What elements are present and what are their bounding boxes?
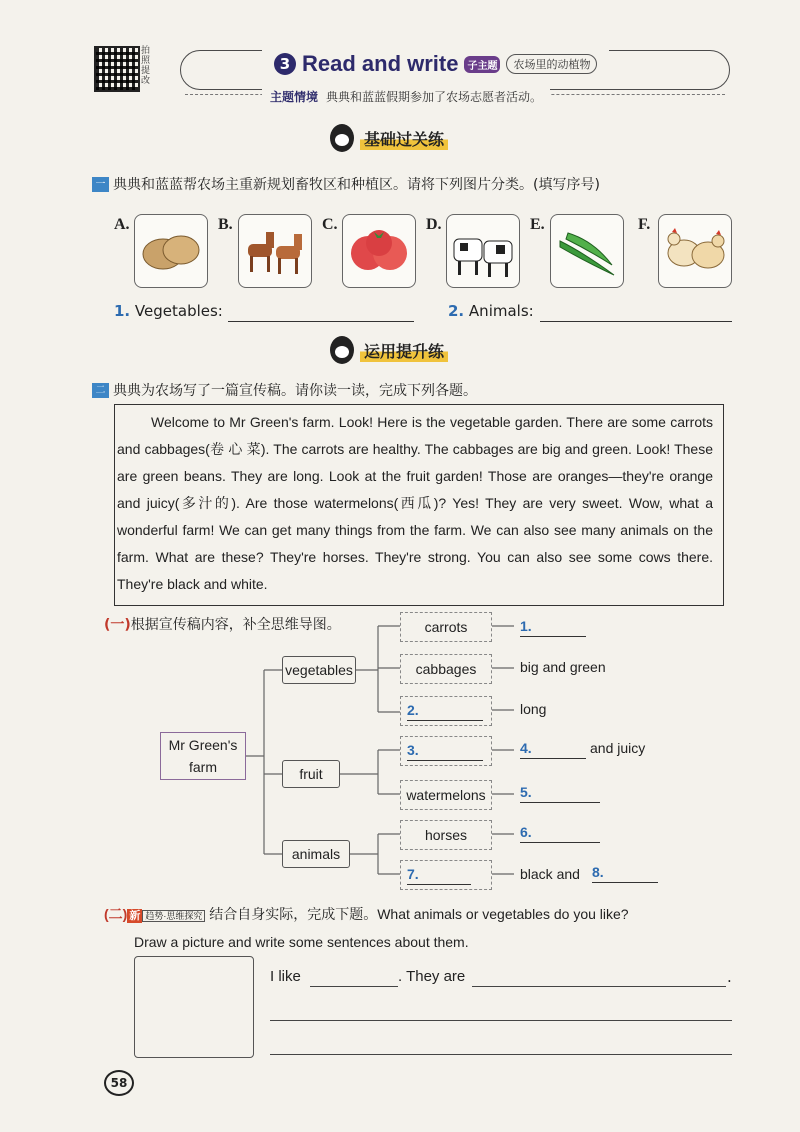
blank-5[interactable] — [520, 784, 600, 803]
fill1-number: 1. — [114, 302, 131, 320]
drawing-area[interactable] — [134, 956, 254, 1058]
node-fruit: fruit — [282, 760, 340, 788]
node-blank-7[interactable] — [400, 860, 492, 890]
i-like-label: I like — [270, 968, 301, 985]
node-blank-2[interactable] — [400, 696, 492, 726]
mindmap-root: Mr Green's farm — [160, 732, 246, 780]
node-cabbages: cabbages — [400, 654, 492, 684]
blank-8-number: 8. — [592, 864, 604, 880]
section2-title: 运用提升练 — [360, 339, 448, 362]
node-carrots: carrots — [400, 612, 492, 642]
q1-text: 典典和蓝蓝帮农场主重新规划畜牧区和种植区。请将下列图片分类。(填写序号) — [113, 177, 600, 193]
new-badge: 新 — [129, 910, 141, 922]
theme-text: 典典和蓝蓝假期参加了农场志愿者活动。 — [326, 90, 543, 104]
trend-badge: 趋势·思维探究 — [142, 910, 205, 922]
they-are-label: . They are — [398, 968, 466, 985]
text-and-juicy: and juicy — [590, 740, 646, 756]
text-black-and: black and — [520, 866, 580, 882]
blank-6-number: 6. — [520, 824, 532, 840]
writing-line-2[interactable] — [270, 1020, 732, 1021]
node-horses: horses — [400, 820, 492, 850]
writing-line-3[interactable] — [270, 1054, 732, 1055]
pic-letter-b: B. — [218, 216, 233, 233]
part2-text: 结合自身实际，完成下题。What animals or vegetables do you like? — [209, 906, 629, 922]
part1-text: 根据宣传稿内容，补全思维导图。 — [130, 617, 341, 633]
unit-number: 3 — [274, 53, 296, 75]
part2-text-2: Draw a picture and write some sentences about them. — [134, 934, 469, 950]
blank-4[interactable] — [520, 740, 586, 759]
subtopic-text: 农场里的动植物 — [506, 54, 597, 74]
part1-label: (一) — [104, 617, 131, 633]
node-watermelons: watermelons — [400, 780, 492, 810]
blank-5-number: 5. — [520, 784, 532, 800]
pic-letter-a: A. — [114, 216, 130, 233]
part2-instruction — [104, 904, 744, 924]
i-like-line[interactable] — [310, 986, 398, 987]
blank-1[interactable] — [520, 618, 586, 637]
blank-8[interactable] — [592, 864, 658, 883]
pic-letter-c: C. — [322, 216, 338, 233]
pic-letter-e: E. — [530, 216, 545, 233]
fill2-number: 2. — [448, 302, 465, 320]
theme-label: 主题情境 — [270, 90, 319, 104]
blank-3-number: 3. — [407, 741, 419, 758]
section1-title: 基础过关练 — [360, 127, 448, 150]
pic-letter-f: F. — [638, 216, 651, 233]
node-blank-3[interactable] — [400, 736, 492, 766]
qr-label: 拍照提改 — [141, 46, 151, 86]
subtopic-badge: 子主题 — [464, 56, 500, 73]
q1-number: 一 — [92, 177, 109, 192]
fill2-label: Animals: — [468, 302, 534, 320]
period: . — [727, 968, 732, 986]
node-vegetables: vegetables — [282, 656, 356, 684]
blank-1-number: 1. — [520, 618, 532, 634]
blank-7-number: 7. — [407, 865, 419, 882]
fill1-label: Vegetables: — [134, 302, 223, 320]
blank-6[interactable] — [520, 824, 600, 843]
q2-number: 二 — [92, 383, 109, 398]
part2-label: (二) — [104, 906, 128, 922]
blank-4-number: 4. — [520, 740, 532, 756]
text-long: long — [520, 701, 547, 717]
pic-letter-d: D. — [426, 216, 442, 233]
they-are-line[interactable] — [472, 986, 726, 987]
blank-2-number: 2. — [407, 701, 419, 718]
text-big-and-green: big and green — [520, 659, 606, 675]
node-animals: animals — [282, 840, 350, 868]
page-number: 58 — [104, 1070, 134, 1096]
q2-text: 典典为农场写了一篇宣传稿。请你读一读，完成下列各题。 — [113, 383, 477, 399]
passage-text: Welcome to Mr Green's farm. Look! Here is the vegetable garden. There are some carrots and cabbages(卷 心 菜). The carrots are healthy. The cabbages are big and green. Look! These are green beans. They are long. Look at the fruit garden! Those are oranges—they're orange and juicy(多汁的). Are those watermelons(西瓜)? Yes! They are very sweet. Wow, what a wonderful farm! We can get many things from the farm. We can also see many animals on the farm. What are these? They're horses. They're strong. You can also see some cows there. They're black and white. — [117, 414, 713, 592]
unit-title: Read and write — [302, 51, 459, 76]
